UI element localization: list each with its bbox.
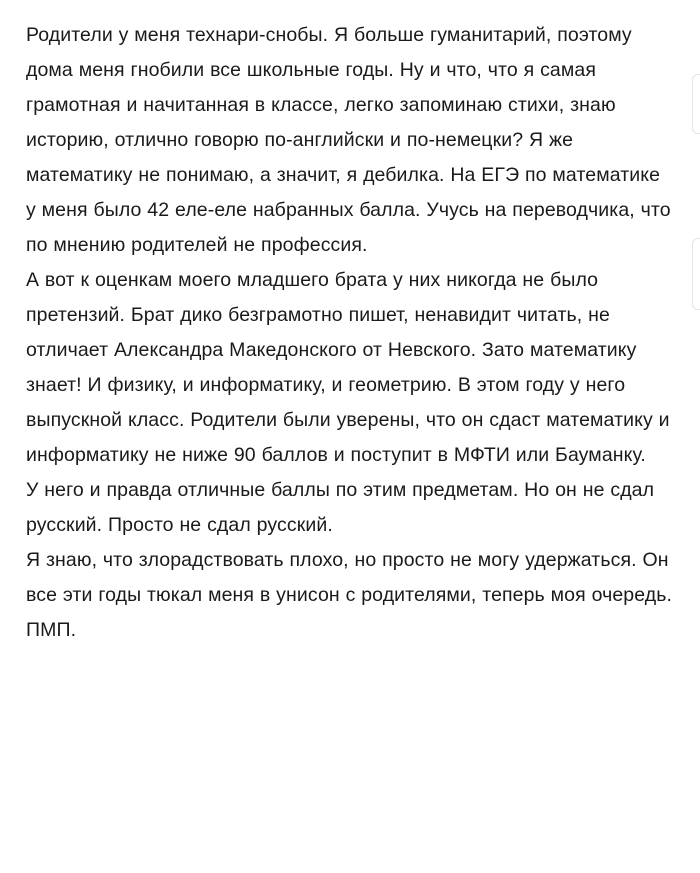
- paragraph-2: А вот к оценкам моего младшего брата у них никогда не было претензий. Брат дико безграмотно пишет, ненавидит читать, не отличает Александра Македонского от Невского. Зато математику знает! И физику, и информатику, и геометрию. В этом году у него выпускной класс. Родители были уверены, что он сдаст математику и информатику не ниже 90 баллов и поступит в МФТИ или Бауманку.: [26, 269, 670, 466]
- page-edge-artifact-top: [692, 74, 700, 134]
- paragraph-3: У него и правда отличные баллы по этим предметам. Но он не сдал русский. Просто не сдал русский.: [26, 479, 655, 536]
- page-edge-artifact-bottom: [692, 238, 700, 310]
- paragraph-4: Я знаю, что злорадствовать плохо, но просто не могу удержаться. Он все эти годы тюкал меня в унисон с родителями, теперь моя очередь. ПМП.: [26, 549, 673, 641]
- paragraph-1: Родители у меня технари-снобы. Я больше гуманитарий, поэтому дома меня гнобили все школьные годы. Ну и что, что я самая грамотная и начитанная в классе, легко запоминаю стихи, знаю историю, отлично говорю по-английски и по-немецки? Я же математику не понимаю, а значит, я дебилка. На ЕГЭ по математике у меня было 42 еле-еле набранных балла. Учусь на переводчика, что по мнению родителей не профессия.: [26, 24, 671, 256]
